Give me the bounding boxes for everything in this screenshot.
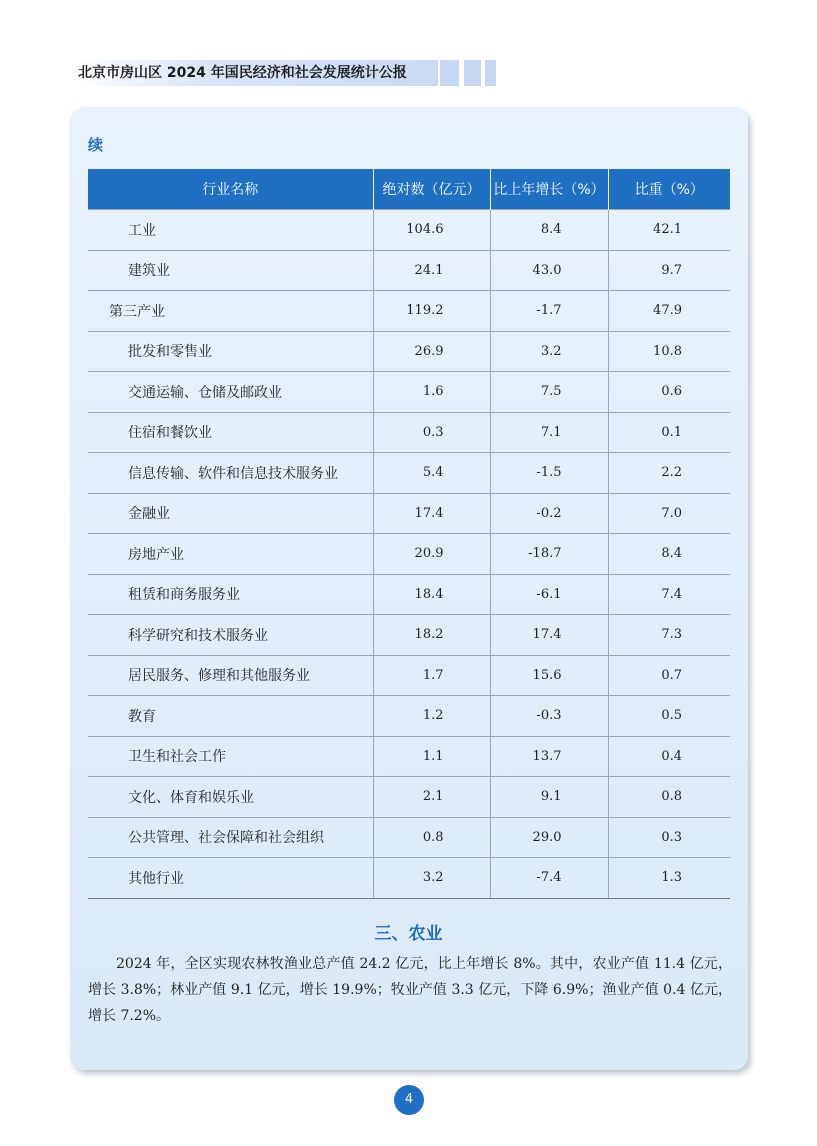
table-row: [88, 493, 730, 534]
table-row: [88, 453, 730, 494]
share-cell: 0.3: [608, 817, 730, 858]
share-cell: 0.8: [608, 777, 730, 818]
industry-name-cell: 公共管理、社会保障和社会组织: [88, 817, 373, 858]
share-cell: 7.3: [608, 615, 730, 656]
absolute-value-cell: 119.2: [373, 291, 490, 332]
growth-cell: 29.0: [490, 817, 608, 858]
table-row: [88, 412, 730, 453]
table-row: [88, 534, 730, 575]
page-number-badge: 4: [394, 1085, 424, 1115]
table-row: [88, 817, 730, 858]
growth-cell: -1.5: [490, 453, 608, 494]
share-cell: 47.9: [608, 291, 730, 332]
share-cell: 10.8: [608, 331, 730, 372]
share-cell: 1.3: [608, 858, 730, 899]
growth-cell: 43.0: [490, 250, 608, 291]
industry-name-cell: 信息传输、软件和信息技术服务业: [88, 453, 373, 494]
absolute-value-cell: 1.7: [373, 655, 490, 696]
table-row: [88, 777, 730, 818]
absolute-value-cell: 18.2: [373, 615, 490, 656]
industry-name-cell: 工业: [88, 210, 373, 251]
industry-name-cell: 建筑业: [88, 250, 373, 291]
absolute-value-cell: 2.1: [373, 777, 490, 818]
absolute-value-cell: 1.6: [373, 372, 490, 413]
growth-cell: 8.4: [490, 210, 608, 251]
growth-cell: -7.4: [490, 858, 608, 899]
growth-cell: -1.7: [490, 291, 608, 332]
industry-name-cell: 科学研究和技术服务业: [88, 615, 373, 656]
absolute-value-cell: 5.4: [373, 453, 490, 494]
growth-cell: 13.7: [490, 736, 608, 777]
table-continued-label: 续: [88, 136, 104, 154]
growth-cell: -0.2: [490, 493, 608, 534]
growth-cell: 7.1: [490, 412, 608, 453]
report-title: 北京市房山区 2024 年国民经济和社会发展统计公报: [78, 65, 407, 81]
industry-name-cell: 其他行业: [88, 858, 373, 899]
column-header-industry: 行业名称: [88, 169, 373, 210]
industry-name-cell: 第三产业: [88, 291, 373, 332]
industry-name-cell: 租赁和商务服务业: [88, 574, 373, 615]
absolute-value-cell: 20.9: [373, 534, 490, 575]
absolute-value-cell: 0.8: [373, 817, 490, 858]
share-cell: 0.7: [608, 655, 730, 696]
absolute-value-cell: 1.1: [373, 736, 490, 777]
table-row: [88, 291, 730, 332]
agriculture-paragraph: 2024 年，全区实现农林牧渔业总产值 24.2 亿元，比上年增长 8%。其中，农业产值 11.4 亿元，增长 3.8%；林业产值 9.1 亿元，增长 19.9%；牧业产值 3.3 亿元，下降 6.9%；渔业产值 0.4 亿元，增长 7.2%。: [88, 956, 732, 1024]
share-cell: 9.7: [608, 250, 730, 291]
absolute-value-cell: 18.4: [373, 574, 490, 615]
table-row: [88, 250, 730, 291]
header-decor-block: [440, 60, 459, 86]
share-cell: 7.4: [608, 574, 730, 615]
growth-cell: -6.1: [490, 574, 608, 615]
growth-cell: -0.3: [490, 696, 608, 737]
growth-cell: 9.1: [490, 777, 608, 818]
growth-cell: 3.2: [490, 331, 608, 372]
absolute-value-cell: 1.2: [373, 696, 490, 737]
table-row: [88, 858, 730, 899]
absolute-value-cell: 24.1: [373, 250, 490, 291]
table-row: [88, 736, 730, 777]
table-row: [88, 655, 730, 696]
growth-cell: 15.6: [490, 655, 608, 696]
industry-name-cell: 卫生和社会工作: [88, 736, 373, 777]
absolute-value-cell: 0.3: [373, 412, 490, 453]
share-cell: 0.4: [608, 736, 730, 777]
share-cell: 0.6: [608, 372, 730, 413]
column-header-growth: 比上年增长（%）: [490, 169, 608, 210]
share-cell: 0.1: [608, 412, 730, 453]
industry-name-cell: 房地产业: [88, 534, 373, 575]
column-header-absolute-value: 绝对数（亿元）: [373, 169, 490, 210]
industry-name-cell: 住宿和餐饮业: [88, 412, 373, 453]
share-cell: 7.0: [608, 493, 730, 534]
industry-name-cell: 交通运输、仓储及邮政业: [88, 372, 373, 413]
table-row: [88, 615, 730, 656]
table-header-row: [88, 169, 730, 210]
industry-name-cell: 批发和零售业: [88, 331, 373, 372]
table-row: [88, 331, 730, 372]
share-cell: 8.4: [608, 534, 730, 575]
share-cell: 2.2: [608, 453, 730, 494]
industry-value-table: [88, 169, 730, 899]
table-row: [88, 574, 730, 615]
growth-cell: 17.4: [490, 615, 608, 656]
absolute-value-cell: 26.9: [373, 331, 490, 372]
table-row: [88, 210, 730, 251]
industry-name-cell: 居民服务、修理和其他服务业: [88, 655, 373, 696]
column-header-share: 比重（%）: [608, 169, 730, 210]
absolute-value-cell: 17.4: [373, 493, 490, 534]
industry-name-cell: 教育: [88, 696, 373, 737]
table-row: [88, 696, 730, 737]
absolute-value-cell: 3.2: [373, 858, 490, 899]
absolute-value-cell: 104.6: [373, 210, 490, 251]
header-decor-block: [485, 60, 496, 86]
share-cell: 42.1: [608, 210, 730, 251]
share-cell: 0.5: [608, 696, 730, 737]
section-heading-agriculture: 三、农业: [374, 924, 443, 944]
header-decor-block: [464, 60, 481, 86]
growth-cell: -18.7: [490, 534, 608, 575]
growth-cell: 7.5: [490, 372, 608, 413]
industry-name-cell: 金融业: [88, 493, 373, 534]
industry-name-cell: 文化、体育和娱乐业: [88, 777, 373, 818]
table-row: [88, 372, 730, 413]
